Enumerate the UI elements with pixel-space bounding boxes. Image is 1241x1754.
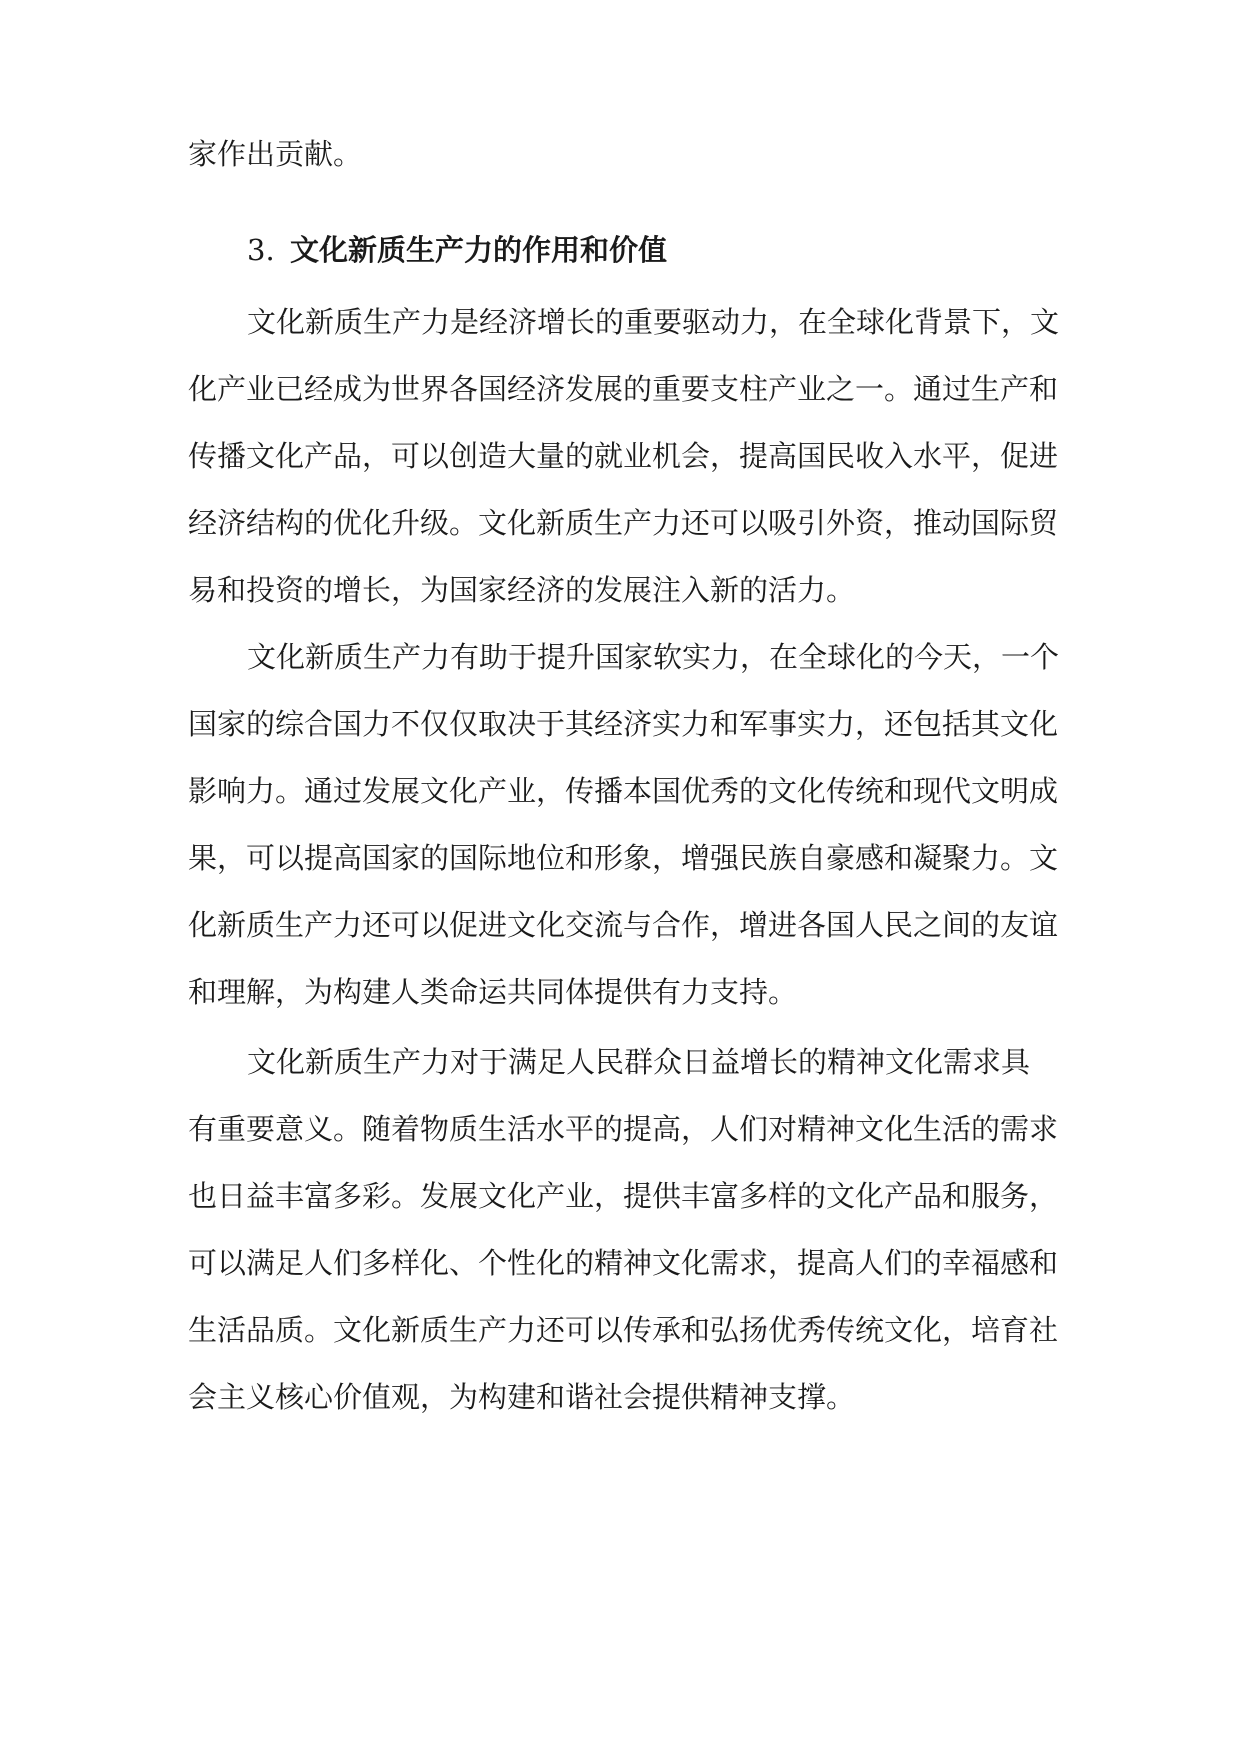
paragraph-text: 生活品质。文化新质生产力还可以传承和弘扬优秀传统文化，培育社 — [188, 1313, 1059, 1347]
paragraph-text: 易和投资的增长，为国家经济的发展注入新的活力。 — [188, 573, 856, 607]
paragraph-text: 文化新质生产力对于满足人民群众日益增长的精神文化需求具 — [247, 1045, 1031, 1079]
section-heading — [0, 230, 1241, 270]
paragraph-text: 影响力。通过发展文化产业，传播本国优秀的文化传统和现代文明成 — [188, 774, 1059, 808]
paragraph-3-line-5 — [0, 1310, 1241, 1350]
paragraph-1-line-4 — [0, 503, 1241, 543]
paragraph-3-line-3 — [0, 1176, 1241, 1216]
paragraph-1-line-5 — [0, 570, 1241, 610]
paragraph-2-line-5 — [0, 905, 1241, 945]
paragraph-1-line-1 — [0, 302, 1241, 342]
paragraph-2-line-6 — [0, 972, 1241, 1012]
paragraph-2-line-2 — [0, 704, 1241, 744]
paragraph-text: 可以满足人们多样化、个性化的精神文化需求，提高人们的幸福感和 — [188, 1246, 1059, 1280]
paragraph-2-line-1 — [0, 637, 1241, 677]
continuation-line — [0, 134, 1241, 174]
paragraph-text: 经济结构的优化升级。文化新质生产力还可以吸引外资，推动国际贸 — [188, 506, 1059, 540]
paragraph-3-line-6 — [0, 1377, 1241, 1417]
section-title: 文化新质生产力的作用和价值 — [290, 233, 668, 267]
continuation-text: 家作出贡献。 — [188, 137, 363, 171]
paragraph-text: 会主义核心价值观，为构建和谐社会提供精神支撑。 — [188, 1380, 856, 1414]
paragraph-text: 也日益丰富多彩。发展文化产业，提供丰富多样的文化产品和服务， — [188, 1179, 1059, 1213]
paragraph-text: 传播文化产品，可以创造大量的就业机会，提高国民收入水平，促进 — [188, 439, 1059, 473]
paragraph-text: 文化新质生产力有助于提升国家软实力，在全球化的今天，一个 — [247, 640, 1060, 674]
paragraph-text: 化产业已经成为世界各国经济发展的重要支柱产业之一。通过生产和 — [188, 372, 1059, 406]
paragraph-text: 文化新质生产力是经济增长的重要驱动力，在全球化背景下，文 — [247, 305, 1060, 339]
paragraph-text: 化新质生产力还可以促进文化交流与合作，增进各国人民之间的友谊 — [188, 908, 1059, 942]
paragraph-2-line-4 — [0, 838, 1241, 878]
paragraph-3-line-4 — [0, 1243, 1241, 1283]
paragraph-3-line-1 — [0, 1042, 1241, 1082]
paragraph-1-line-3 — [0, 436, 1241, 476]
paragraph-text: 和理解，为构建人类命运共同体提供有力支持。 — [188, 975, 798, 1009]
paragraph-text: 果，可以提高国家的国际地位和形象，增强民族自豪感和凝聚力。文 — [188, 841, 1059, 875]
paragraph-1-line-2 — [0, 369, 1241, 409]
section-number: 3. — [247, 233, 275, 267]
paragraph-text: 国家的综合国力不仅仅取决于其经济实力和军事实力，还包括其文化 — [188, 707, 1059, 741]
paragraph-2-line-3 — [0, 771, 1241, 811]
paragraph-3-line-2 — [0, 1109, 1241, 1149]
paragraph-text: 有重要意义。随着物质生活水平的提高，人们对精神文化生活的需求 — [188, 1112, 1059, 1146]
